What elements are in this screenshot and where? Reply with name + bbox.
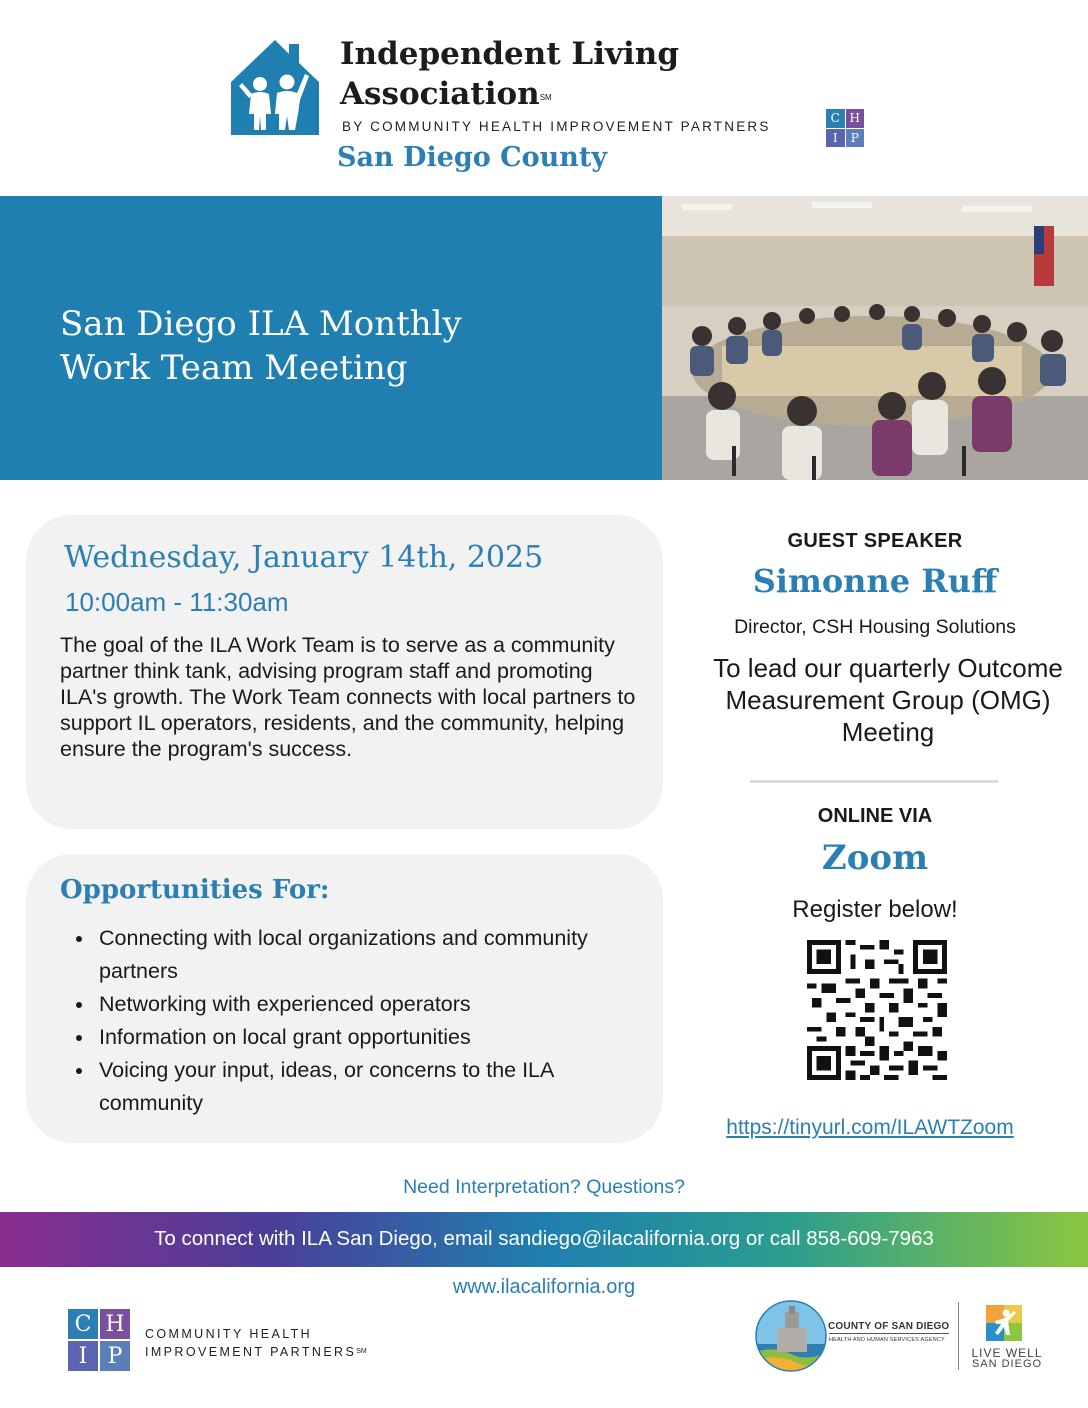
chip-letter-p: P bbox=[100, 1341, 130, 1371]
speaker-task: To lead our quarterly Outcome Measurement Group (OMG) Meeting bbox=[713, 653, 1063, 747]
live-well-logo-icon bbox=[986, 1305, 1022, 1341]
chip-letter-i: I bbox=[68, 1341, 98, 1371]
org-name-line2: Association bbox=[340, 76, 540, 112]
guest-speaker-label: GUEST SPEAKER bbox=[787, 530, 963, 552]
chip-name bbox=[145, 1325, 367, 1361]
chip-name-line1: COMMUNITY HEALTH bbox=[145, 1327, 313, 1341]
online-via-label: ONLINE VIA bbox=[817, 805, 933, 827]
website-link[interactable]: www.ilacalifornia.org bbox=[452, 1276, 636, 1298]
opportunities-title: Opportunities For: bbox=[60, 875, 330, 905]
chip-letter-p: P bbox=[846, 129, 865, 148]
county-name: COUNTY OF SAN DIEGO bbox=[828, 1321, 950, 1332]
county-divider bbox=[829, 1333, 949, 1334]
county-agency: HEALTH AND HUMAN SERVICES AGENCY bbox=[829, 1337, 945, 1343]
opportunities-list bbox=[68, 922, 648, 1120]
org-byline: BY COMMUNITY HEALTH IMPROVEMENT PARTNERS bbox=[342, 119, 771, 134]
chip-letter-h: H bbox=[100, 1309, 130, 1339]
list-item: Networking with experienced operators bbox=[68, 988, 648, 1021]
page-title-line1: San Diego ILA Monthly bbox=[60, 304, 462, 344]
chip-letter-c: C bbox=[826, 109, 845, 128]
speaker-name: Simonne Ruff bbox=[752, 562, 998, 600]
register-prompt: Register below! bbox=[792, 896, 958, 923]
event-description: The goal of the ILA Work Team is to serve as a community partner think tank, advising program staff and promoting ILA's growth. The Work Team connects with local partners to support IL operators, residents, and the community, helping ensure the program's success. bbox=[60, 633, 636, 761]
service-mark: SM bbox=[356, 1348, 367, 1355]
section-divider bbox=[750, 780, 998, 783]
list-item: Information on local grant opportunities bbox=[68, 1021, 648, 1054]
chip-logo-large bbox=[68, 1309, 130, 1371]
chip-logo-small bbox=[826, 109, 864, 147]
meeting-photo bbox=[662, 196, 1088, 480]
org-name-line1: Independent Living bbox=[340, 36, 680, 72]
county-seal-icon bbox=[755, 1300, 827, 1372]
county-heading: San Diego County bbox=[337, 142, 608, 173]
page-title bbox=[60, 302, 640, 390]
zoom-registration-link[interactable]: https://tinyurl.com/ILAWTZoom bbox=[726, 1116, 1014, 1139]
zoom-platform: Zoom bbox=[821, 838, 929, 878]
chip-letter-i: I bbox=[826, 129, 845, 148]
ila-house-logo bbox=[229, 38, 321, 136]
list-item: Connecting with local organizations and community partners bbox=[68, 922, 648, 988]
event-time: 10:00am - 11:30am bbox=[65, 587, 289, 617]
live-well-line1: LIVE WELL bbox=[971, 1346, 1043, 1360]
chip-name-line2: IMPROVEMENT PARTNERS bbox=[145, 1345, 357, 1359]
event-date: Wednesday, January 14th, 2025 bbox=[64, 540, 544, 575]
interpretation-question: Need Interpretation? Questions? bbox=[403, 1176, 685, 1198]
chip-letter-h: H bbox=[846, 109, 865, 128]
org-name bbox=[340, 34, 679, 114]
speaker-role: Director, CSH Housing Solutions bbox=[734, 616, 1016, 638]
contact-info[interactable]: To connect with ILA San Diego, email sandiego@ilacalifornia.org or call 858-609-7963 bbox=[154, 1227, 934, 1250]
live-well-line2: SAN DIEGO bbox=[971, 1358, 1043, 1370]
list-item: Voicing your input, ideas, or concerns to the ILA community bbox=[68, 1054, 648, 1120]
page-title-line2: Work Team Meeting bbox=[60, 348, 408, 388]
qr-code-icon[interactable] bbox=[807, 940, 947, 1080]
logo-separator bbox=[958, 1302, 959, 1370]
chip-letter-c: C bbox=[68, 1309, 98, 1339]
service-mark: SM bbox=[539, 93, 552, 102]
